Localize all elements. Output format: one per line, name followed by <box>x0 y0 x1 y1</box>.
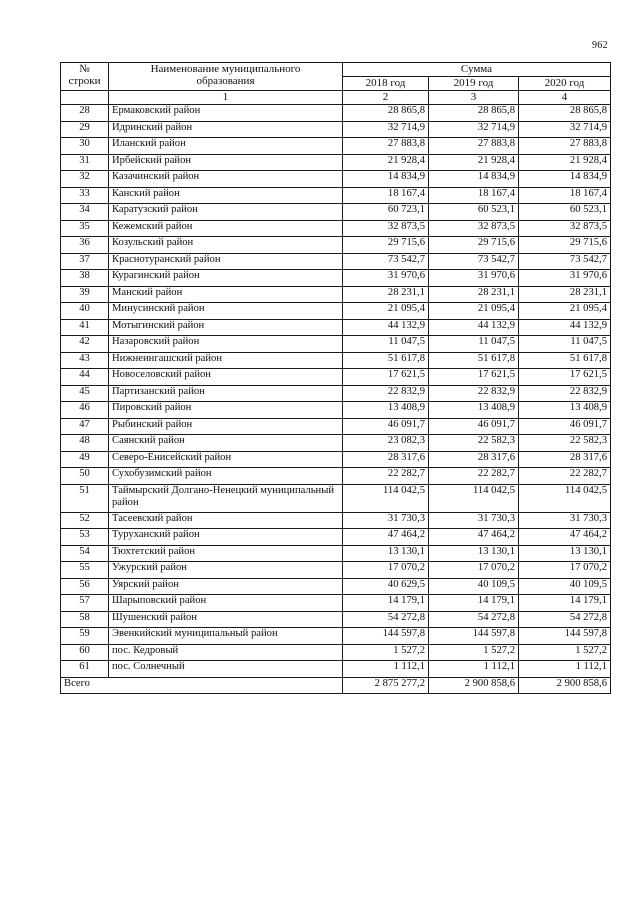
amount-2019: 54 272,8 <box>429 611 519 628</box>
table-row <box>61 545 611 562</box>
table-row <box>61 303 611 320</box>
municipality-name: Иланский район <box>109 138 343 155</box>
municipality-name: Саянский район <box>109 435 343 452</box>
table-row <box>61 270 611 287</box>
row-number: 55 <box>61 562 109 579</box>
amount-2020: 14 834,9 <box>519 171 611 188</box>
table-row <box>61 435 611 452</box>
amount-2020: 31 970,6 <box>519 270 611 287</box>
row-number: 28 <box>61 105 109 122</box>
municipality-name-header-line2: образования <box>196 75 255 87</box>
municipality-name: Манский район <box>109 286 343 303</box>
table-row <box>61 484 611 512</box>
total-2020: 2 900 858,6 <box>519 677 611 694</box>
table-row <box>61 319 611 336</box>
table-row <box>61 451 611 468</box>
row-number: 34 <box>61 204 109 221</box>
municipality-name: Эвенкийский муниципальный район <box>109 628 343 645</box>
amount-2020: 51 617,8 <box>519 352 611 369</box>
total-2019: 2 900 858,6 <box>429 677 519 694</box>
row-number-header <box>61 63 109 91</box>
amount-2019: 44 132,9 <box>429 319 519 336</box>
row-number: 54 <box>61 545 109 562</box>
sum-header: Сумма <box>343 63 611 77</box>
municipality-name: Тасеевский район <box>109 512 343 529</box>
amount-2020: 144 597,8 <box>519 628 611 645</box>
table-row <box>61 352 611 369</box>
municipality-name: Шушенский район <box>109 611 343 628</box>
amount-2019: 47 464,2 <box>429 529 519 546</box>
municipality-name: Уярский район <box>109 578 343 595</box>
row-number: 36 <box>61 237 109 254</box>
amount-2019: 46 091,7 <box>429 418 519 435</box>
row-number-header-line2: строки <box>68 75 101 87</box>
total-row <box>61 677 611 694</box>
table-row <box>61 121 611 138</box>
page-number: 962 <box>592 40 608 51</box>
amount-2018: 13 130,1 <box>343 545 429 562</box>
table-row <box>61 237 611 254</box>
table-row <box>61 171 611 188</box>
table-row <box>61 468 611 485</box>
amount-2018: 27 883,8 <box>343 138 429 155</box>
amount-2020: 13 130,1 <box>519 545 611 562</box>
row-number: 59 <box>61 628 109 645</box>
amount-2019: 28 865,8 <box>429 105 519 122</box>
amount-2018: 47 464,2 <box>343 529 429 546</box>
amount-2018: 14 179,1 <box>343 595 429 612</box>
row-number: 49 <box>61 451 109 468</box>
amount-2018: 13 408,9 <box>343 402 429 419</box>
amount-2020: 32 714,9 <box>519 121 611 138</box>
municipality-name: Минусинский район <box>109 303 343 320</box>
municipality-name: Новоселовский район <box>109 369 343 386</box>
table-row <box>61 369 611 386</box>
amount-2018: 14 834,9 <box>343 171 429 188</box>
municipality-name: Партизанский район <box>109 385 343 402</box>
municipality-name: Тюхтетский район <box>109 545 343 562</box>
amount-2020: 29 715,6 <box>519 237 611 254</box>
municipality-name: Курагинский район <box>109 270 343 287</box>
amount-2018: 11 047,5 <box>343 336 429 353</box>
municipality-name: Ужурский район <box>109 562 343 579</box>
amount-2018: 31 970,6 <box>343 270 429 287</box>
amount-2018: 31 730,3 <box>343 512 429 529</box>
amount-2019: 17 070,2 <box>429 562 519 579</box>
amount-2019: 13 130,1 <box>429 545 519 562</box>
row-number: 60 <box>61 644 109 661</box>
amount-2019: 1 527,2 <box>429 644 519 661</box>
municipality-name: Северо-Енисейский район <box>109 451 343 468</box>
amount-2020: 22 282,7 <box>519 468 611 485</box>
table-header <box>61 63 611 105</box>
municipality-name: Пировский район <box>109 402 343 419</box>
amount-2018: 22 282,7 <box>343 468 429 485</box>
amount-2018: 28 317,6 <box>343 451 429 468</box>
table-footer <box>61 677 611 694</box>
row-number: 44 <box>61 369 109 386</box>
table-row <box>61 385 611 402</box>
table-row <box>61 512 611 529</box>
amount-2018: 21 095,4 <box>343 303 429 320</box>
municipality-name: Назаровский район <box>109 336 343 353</box>
amount-2019: 51 617,8 <box>429 352 519 369</box>
amount-2019: 22 832,9 <box>429 385 519 402</box>
municipality-name: Сухобузимский район <box>109 468 343 485</box>
municipality-name: Туруханский район <box>109 529 343 546</box>
amount-2020: 47 464,2 <box>519 529 611 546</box>
amount-2018: 144 597,8 <box>343 628 429 645</box>
table-row <box>61 286 611 303</box>
row-number: 38 <box>61 270 109 287</box>
table-row <box>61 628 611 645</box>
amount-2018: 29 715,6 <box>343 237 429 254</box>
table-body <box>61 105 611 678</box>
total-2018: 2 875 277,2 <box>343 677 429 694</box>
amount-2019: 11 047,5 <box>429 336 519 353</box>
municipality-name: Ермаковский район <box>109 105 343 122</box>
amount-2019: 17 621,5 <box>429 369 519 386</box>
amount-2018: 40 629,5 <box>343 578 429 595</box>
municipality-name: Каратузский район <box>109 204 343 221</box>
amount-2019: 22 582,3 <box>429 435 519 452</box>
amount-2018: 60 723,1 <box>343 204 429 221</box>
year-2019-header: 2019 год <box>429 77 519 91</box>
amount-2019: 31 730,3 <box>429 512 519 529</box>
amount-2018: 17 621,5 <box>343 369 429 386</box>
amount-2020: 31 730,3 <box>519 512 611 529</box>
amount-2020: 46 091,7 <box>519 418 611 435</box>
row-number: 53 <box>61 529 109 546</box>
amount-2020: 28 865,8 <box>519 105 611 122</box>
amount-2018: 46 091,7 <box>343 418 429 435</box>
municipality-name: Краснотуранский район <box>109 253 343 270</box>
municipality-name: Таймырский Долгано-Ненецкий муниципальный район <box>109 484 343 512</box>
table-row <box>61 418 611 435</box>
amount-2020: 44 132,9 <box>519 319 611 336</box>
municipality-name-header <box>109 63 343 91</box>
year-2020-header: 2020 год <box>519 77 611 91</box>
row-number: 57 <box>61 595 109 612</box>
amount-2020: 21 928,4 <box>519 154 611 171</box>
amount-2018: 51 617,8 <box>343 352 429 369</box>
amount-2018: 32 714,9 <box>343 121 429 138</box>
table-row <box>61 105 611 122</box>
amount-2019: 18 167,4 <box>429 187 519 204</box>
amount-2018: 23 082,3 <box>343 435 429 452</box>
row-number: 45 <box>61 385 109 402</box>
row-number: 58 <box>61 611 109 628</box>
row-number: 50 <box>61 468 109 485</box>
row-number: 43 <box>61 352 109 369</box>
total-label: Всего <box>61 677 343 694</box>
column-index-3: 3 <box>429 91 519 105</box>
municipality-name: пос. Солнечный <box>109 661 343 678</box>
table-row <box>61 204 611 221</box>
row-number: 46 <box>61 402 109 419</box>
table-row <box>61 611 611 628</box>
municipality-name: Шарыповский район <box>109 595 343 612</box>
municipality-name: Идринский район <box>109 121 343 138</box>
amount-2019: 22 282,7 <box>429 468 519 485</box>
amount-2020: 18 167,4 <box>519 187 611 204</box>
amount-2018: 32 873,5 <box>343 220 429 237</box>
row-number: 39 <box>61 286 109 303</box>
amount-2018: 21 928,4 <box>343 154 429 171</box>
column-index-2: 2 <box>343 91 429 105</box>
row-number: 33 <box>61 187 109 204</box>
amount-2020: 27 883,8 <box>519 138 611 155</box>
municipality-name: Ирбейский район <box>109 154 343 171</box>
amount-2019: 1 112,1 <box>429 661 519 678</box>
row-number: 51 <box>61 484 109 512</box>
municipality-name: Мотыгинский район <box>109 319 343 336</box>
table-row <box>61 336 611 353</box>
amount-2018: 28 865,8 <box>343 105 429 122</box>
amount-2020: 28 231,1 <box>519 286 611 303</box>
table-row <box>61 402 611 419</box>
amount-2020: 60 523,1 <box>519 204 611 221</box>
amount-2019: 73 542,7 <box>429 253 519 270</box>
table-row <box>61 529 611 546</box>
amount-2020: 17 070,2 <box>519 562 611 579</box>
amount-2018: 54 272,8 <box>343 611 429 628</box>
row-number: 32 <box>61 171 109 188</box>
amount-2018: 73 542,7 <box>343 253 429 270</box>
amount-2020: 22 582,3 <box>519 435 611 452</box>
amount-2018: 1 527,2 <box>343 644 429 661</box>
table-row <box>61 595 611 612</box>
amount-2020: 21 095,4 <box>519 303 611 320</box>
municipality-name: Нижнеингашский район <box>109 352 343 369</box>
municipality-name: пос. Кедровый <box>109 644 343 661</box>
amount-2020: 1 527,2 <box>519 644 611 661</box>
amount-2019: 14 834,9 <box>429 171 519 188</box>
amount-2019: 27 883,8 <box>429 138 519 155</box>
amount-2020: 40 109,5 <box>519 578 611 595</box>
amount-2018: 18 167,4 <box>343 187 429 204</box>
amount-2019: 40 109,5 <box>429 578 519 595</box>
row-number: 56 <box>61 578 109 595</box>
row-number: 61 <box>61 661 109 678</box>
amount-2019: 14 179,1 <box>429 595 519 612</box>
amount-2020: 1 112,1 <box>519 661 611 678</box>
amount-2020: 13 408,9 <box>519 402 611 419</box>
table-row <box>61 154 611 171</box>
row-number: 31 <box>61 154 109 171</box>
municipality-name: Козульский район <box>109 237 343 254</box>
row-number: 48 <box>61 435 109 452</box>
amount-2019: 32 873,5 <box>429 220 519 237</box>
amount-2019: 29 715,6 <box>429 237 519 254</box>
amount-2020: 32 873,5 <box>519 220 611 237</box>
amount-2018: 44 132,9 <box>343 319 429 336</box>
amount-2018: 17 070,2 <box>343 562 429 579</box>
amount-2019: 21 095,4 <box>429 303 519 320</box>
amount-2019: 31 970,6 <box>429 270 519 287</box>
row-number: 41 <box>61 319 109 336</box>
amount-2020: 73 542,7 <box>519 253 611 270</box>
row-number: 42 <box>61 336 109 353</box>
row-number-header-line1: № <box>79 63 90 75</box>
amount-2019: 28 317,6 <box>429 451 519 468</box>
table-row <box>61 661 611 678</box>
amount-2020: 28 317,6 <box>519 451 611 468</box>
row-number: 40 <box>61 303 109 320</box>
amount-2019: 13 408,9 <box>429 402 519 419</box>
column-index-1: 1 <box>109 91 343 105</box>
amount-2018: 114 042,5 <box>343 484 429 512</box>
year-2018-header: 2018 год <box>343 77 429 91</box>
amount-2018: 22 832,9 <box>343 385 429 402</box>
municipality-name: Казачинский район <box>109 171 343 188</box>
column-index-4: 4 <box>519 91 611 105</box>
amount-2019: 60 523,1 <box>429 204 519 221</box>
municipality-name-header-line1: Наименование муниципального <box>150 63 301 75</box>
table-row <box>61 253 611 270</box>
amount-2018: 28 231,1 <box>343 286 429 303</box>
amount-2019: 21 928,4 <box>429 154 519 171</box>
amount-2019: 28 231,1 <box>429 286 519 303</box>
municipality-name: Кежемский район <box>109 220 343 237</box>
amount-2020: 54 272,8 <box>519 611 611 628</box>
row-number: 29 <box>61 121 109 138</box>
row-number: 52 <box>61 512 109 529</box>
table-row <box>61 578 611 595</box>
table-row <box>61 138 611 155</box>
table-row <box>61 187 611 204</box>
amount-2019: 114 042,5 <box>429 484 519 512</box>
budget-table <box>60 62 611 694</box>
row-number: 47 <box>61 418 109 435</box>
table-row <box>61 220 611 237</box>
row-number: 30 <box>61 138 109 155</box>
table-row <box>61 644 611 661</box>
amount-2020: 22 832,9 <box>519 385 611 402</box>
amount-2018: 1 112,1 <box>343 661 429 678</box>
amount-2020: 14 179,1 <box>519 595 611 612</box>
amount-2020: 114 042,5 <box>519 484 611 512</box>
row-number: 35 <box>61 220 109 237</box>
table-row <box>61 562 611 579</box>
amount-2020: 17 621,5 <box>519 369 611 386</box>
row-number: 37 <box>61 253 109 270</box>
column-index-blank <box>61 91 109 105</box>
amount-2019: 32 714,9 <box>429 121 519 138</box>
amount-2019: 144 597,8 <box>429 628 519 645</box>
amount-2020: 11 047,5 <box>519 336 611 353</box>
municipality-name: Канский район <box>109 187 343 204</box>
municipality-name: Рыбинский район <box>109 418 343 435</box>
